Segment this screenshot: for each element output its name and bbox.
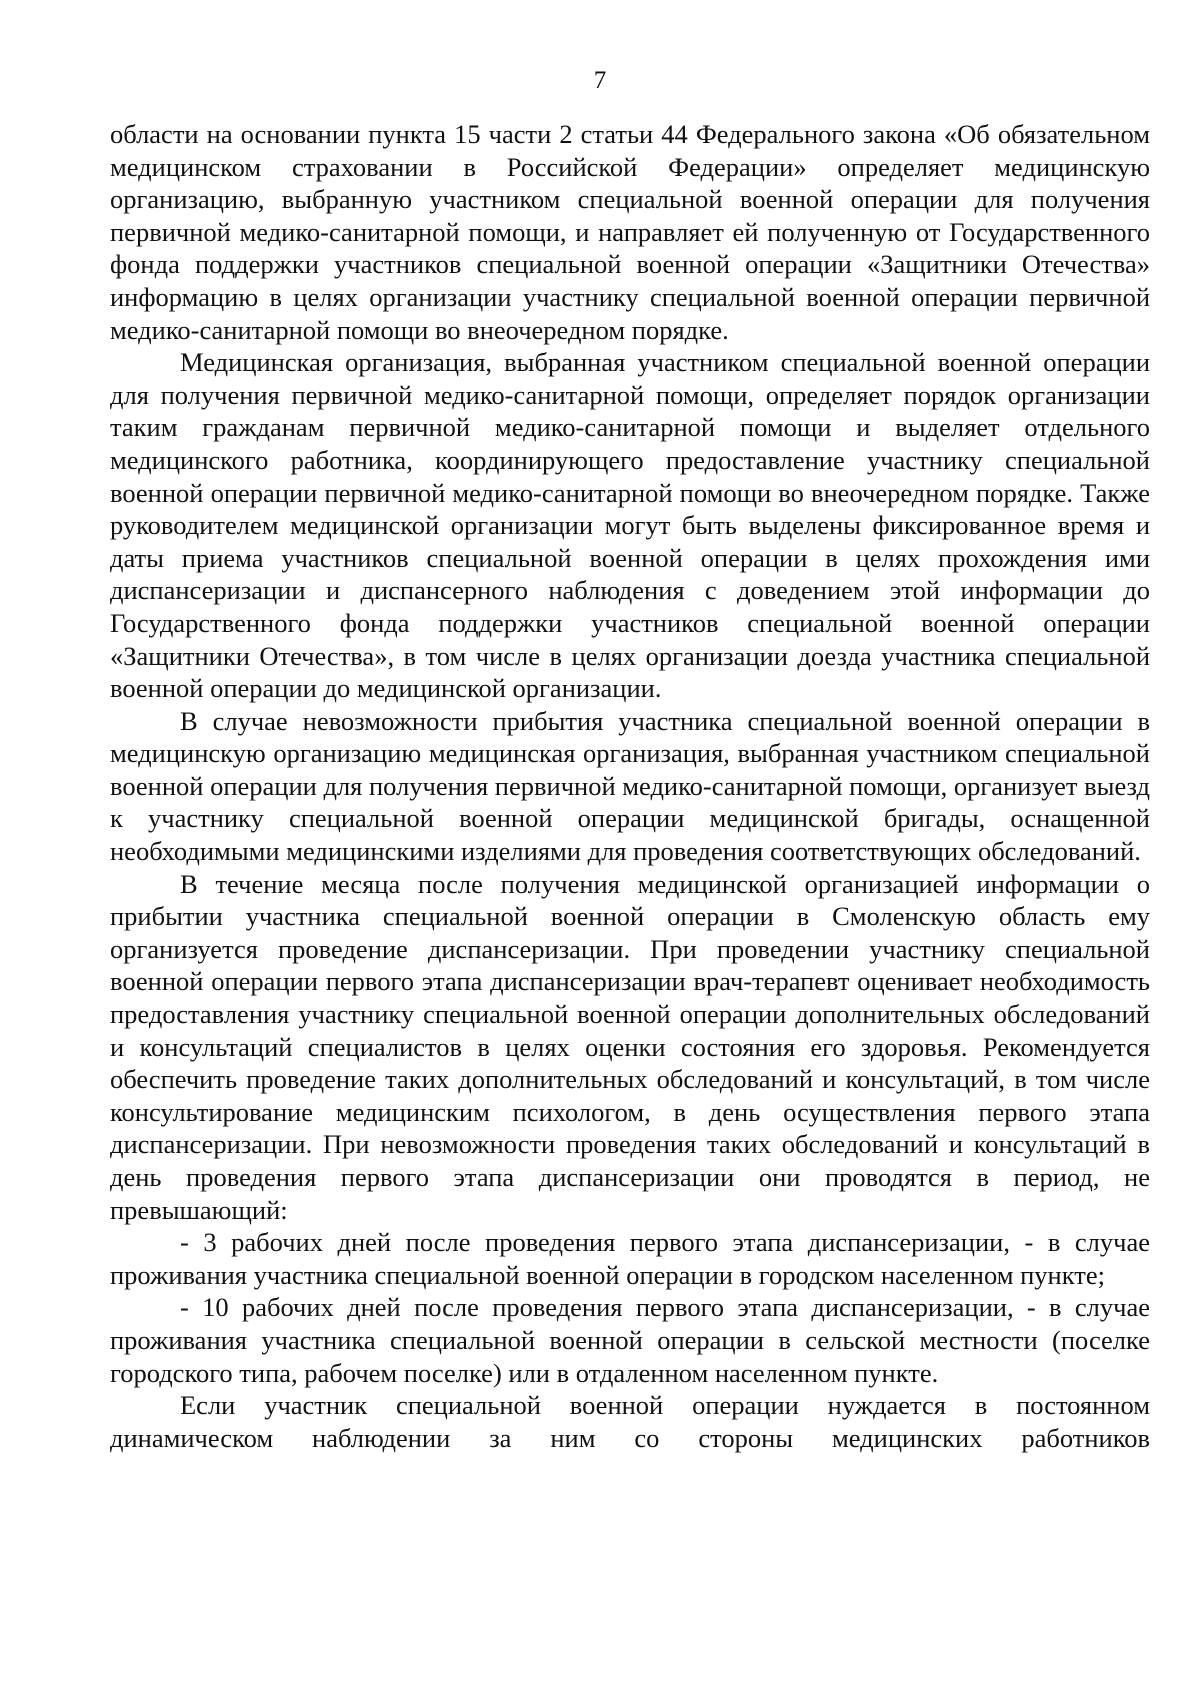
list-item-rural: - 10 рабочих дней после проведения первого этапа диспансеризации, - в случае проживания участника специальной военной операции в сельской местности (поселке городского типа, рабочем поселке) или в отдаленном населенном пункте. (110, 1292, 1150, 1388)
paragraph-medical-organization: Медицинская организация, выбранная участником специальной военной операции для получения первичной медико-санитарной помощи, определяет порядок организации таким гражданам первичной медико-санитарной помощи и выделяет отдельного медицинского работника, координирующего предоставление участнику специальной военной операции первичной медико-санитарной помощи во внеочередном порядке. Также руководителем медицинской организации могут быть выделены фиксированное время и даты приема участников специальной военной операции в целях прохождения ими диспансеризации и диспансерного наблюдения с доведением этой информации до Государственного фонда поддержки участников специальной военной операции «Защитники Отечества», в том числе в целях организации доезда участника специальной военной операции до медицинской организации. (110, 347, 1150, 704)
paragraph-dynamic-observation: Если участник специальной военной операции нуждается в постоянном динамическом наблюдении за ним со стороны медицинских работников (110, 1390, 1150, 1453)
paragraph-dispensarization: В течение месяца после получения медицинской организацией информации о прибытии участника специальной военной операции в Смоленскую область ему организуется проведение диспансеризации. При проведении участнику специальной военной операции первого этапа диспансеризации врач-терапевт оценивает необходимость предоставления участнику специальной военной операции дополнительных обследований и консультаций специалистов в целях оценки состояния его здоровья. Рекомендуется обеспечить проведение таких дополнительных обследований и консультаций, в том числе консультирование медицинским психологом, в день осуществления первого этапа диспансеризации. При невозможности проведения таких обследований и консультаций в день проведения первого этапа диспансеризации они проводятся в период, не превышающий: (110, 868, 1150, 1225)
document-body (110, 118, 1150, 1454)
list-item-urban: - 3 рабочих дней после проведения первого этапа диспансеризации, - в случае проживания участника специальной военной операции в городском населенном пункте; (110, 1227, 1150, 1290)
page-number: 7 (593, 67, 607, 94)
paragraph-home-visit: В случае невозможности прибытия участника специальной военной операции в медицинскую организацию медицинская организация, выбранная участником специальной военной операции для получения первичной медико-санитарной помощи, организует выезд к участнику специальной военной операции медицинской бригады, оснащенной необходимыми медицинскими изделиями для проведения соответствующих обследований. (110, 705, 1151, 867)
paragraph-continuation: области на основании пункта 15 части 2 статьи 44 Федерального закона «Об обязательном медицинском страховании в Российской Федерации» определяет медицинскую организацию, выбранную участником специальной военной операции для получения первичной медико-санитарной помощи, и направляет ей полученную от Государственного фонда поддержки участников специальной военной операции «Защитники Отечества» информацию в целях организации участнику специальной военной операции первичной медико-санитарной помощи во внеочередном порядке. (110, 119, 1150, 345)
